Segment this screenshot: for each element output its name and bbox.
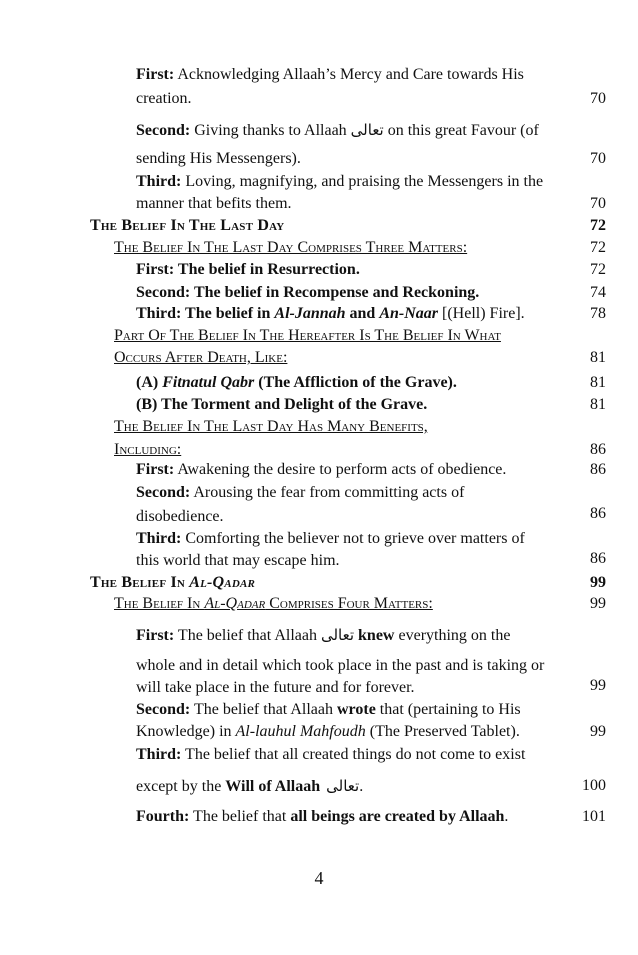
heading-term: Al-Qadar bbox=[204, 595, 266, 612]
heading-term: Al-Qadar bbox=[189, 574, 256, 591]
toc-entry-second-wrote bbox=[136, 701, 521, 719]
entry-label: First: bbox=[136, 66, 175, 83]
entry-text: except by the bbox=[136, 778, 226, 795]
entry-text: on this great Favour (of bbox=[383, 122, 539, 139]
page-folio: 4 bbox=[314, 868, 324, 888]
entry-label: First: bbox=[136, 627, 175, 644]
toc-entry-tablet bbox=[136, 723, 520, 741]
toc-entry-text: sending His Messengers). bbox=[136, 150, 301, 167]
entry-text: The belief that Allaah bbox=[190, 701, 337, 718]
entry-term: wrote bbox=[337, 701, 376, 718]
entry-label: Second: bbox=[136, 484, 191, 501]
toc-entry-second-thanks bbox=[136, 121, 539, 140]
page-number: 78 bbox=[590, 305, 606, 322]
page-number: 99 bbox=[590, 574, 606, 591]
subsection-heading: Including: bbox=[114, 441, 182, 458]
page-number: 99 bbox=[590, 677, 606, 694]
entry-term: knew bbox=[354, 627, 395, 644]
entry-text: Giving thanks to Allaah bbox=[190, 122, 351, 139]
toc-entry-fitnah bbox=[136, 374, 457, 392]
entry-label: Second: bbox=[136, 122, 191, 139]
entry-text: The belief that Allaah bbox=[174, 627, 321, 644]
page-number: 99 bbox=[590, 723, 606, 740]
page-number: 81 bbox=[590, 349, 606, 366]
heading-text: The Belief In bbox=[114, 595, 205, 612]
toc-entry: Second: The belief in Recompense and Reckoning. bbox=[136, 284, 480, 301]
page-number: 86 bbox=[590, 461, 606, 478]
page-number: 101 bbox=[582, 808, 606, 825]
subsection-heading: Occurs After Death, Like: bbox=[114, 349, 288, 366]
page-number: 86 bbox=[590, 550, 606, 567]
toc-entry-text: disobedience. bbox=[136, 508, 224, 525]
section-heading-qadar bbox=[90, 574, 255, 592]
page-number: 81 bbox=[590, 396, 606, 413]
page-number: 72 bbox=[590, 239, 606, 256]
entry-label: Third: bbox=[136, 173, 182, 190]
arabic-honorific: تعالى bbox=[350, 121, 384, 139]
subsection-heading: Part Of The Belief In The Hereafter Is The Belief In What bbox=[114, 327, 501, 344]
entry-text: . bbox=[504, 808, 509, 825]
heading-text: Comprises Four Matters: bbox=[265, 595, 433, 612]
entry-term: Fitnatul Qabr bbox=[162, 374, 255, 391]
page-number: 100 bbox=[582, 777, 606, 794]
subsection-heading-qadar bbox=[114, 595, 433, 613]
toc-entry-text: will take place in the future and for forever. bbox=[136, 679, 415, 696]
entry-text: Knowledge) in bbox=[136, 723, 236, 740]
entry-text: Comforting the believer not to grieve over matters of bbox=[181, 530, 525, 547]
entry-text: The belief that all created things do not come to exist bbox=[181, 746, 526, 763]
entry-label: Third: bbox=[136, 530, 182, 547]
toc-entry: First: The belief in Resurrection. bbox=[136, 261, 360, 278]
toc-entry-third-comfort bbox=[136, 530, 525, 548]
entry-term: Al-Jannah bbox=[274, 305, 346, 322]
arabic-honorific: تعالى bbox=[326, 777, 360, 795]
toc-entry-text: manner that befits them. bbox=[136, 195, 292, 212]
entry-term: Will of Allaah bbox=[225, 778, 321, 795]
entry-text: (The Affliction of the Grave). bbox=[254, 374, 457, 391]
page-number: 70 bbox=[590, 195, 606, 212]
entry-text: . bbox=[359, 778, 364, 795]
entry-text: and bbox=[345, 305, 380, 322]
entry-text: everything on the bbox=[394, 627, 511, 644]
toc-entry-first-obedience bbox=[136, 461, 506, 479]
entry-text: Arousing the fear from committing acts of bbox=[190, 484, 465, 501]
entry-term: all beings are created by Allaah bbox=[290, 808, 505, 825]
toc-entry-text: whole and in detail which took place in the past and is taking or bbox=[136, 657, 545, 674]
entry-term: Al-lauhul Mahfoudh bbox=[235, 723, 366, 740]
heading-text: The Belief In bbox=[90, 574, 190, 591]
entry-label: Third: bbox=[136, 746, 182, 763]
entry-text: Third: The belief in bbox=[136, 305, 275, 322]
toc-entry-first-knew bbox=[136, 626, 510, 645]
toc-entry-first-mercy bbox=[136, 66, 524, 84]
entry-text: Loving, magnifying, and praising the Messengers in the bbox=[181, 173, 544, 190]
page-number: 86 bbox=[590, 505, 606, 522]
entry-text: Awakening the desire to perform acts of obedience. bbox=[174, 461, 507, 478]
entry-text: [(Hell) Fire]. bbox=[438, 305, 525, 322]
subsection-heading: The Belief In The Last Day Has Many Benefits, bbox=[114, 418, 428, 435]
arabic-honorific: تعالى bbox=[320, 626, 355, 644]
page-number: 99 bbox=[590, 595, 606, 612]
page-number: 72 bbox=[590, 261, 606, 278]
toc-entry-third-jannah bbox=[136, 305, 525, 323]
entry-label: First: bbox=[136, 461, 175, 478]
entry-text: The belief that bbox=[189, 808, 291, 825]
page-number: 86 bbox=[590, 441, 606, 458]
entry-text: (A) bbox=[136, 374, 163, 391]
entry-term: An-Naar bbox=[379, 305, 439, 322]
toc-entry-third-loving bbox=[136, 173, 543, 191]
toc-entry-third-will bbox=[136, 746, 525, 764]
entry-text: (The Preserved Tablet). bbox=[365, 723, 520, 740]
entry-label: Second: bbox=[136, 701, 191, 718]
subsection-heading: The Belief In The Last Day Comprises Three Matters: bbox=[114, 239, 468, 256]
page-number: 70 bbox=[590, 90, 606, 107]
page-number: 74 bbox=[590, 284, 606, 301]
entry-text: that (pertaining to His bbox=[375, 701, 521, 718]
section-heading-last-day: The Belief In The Last Day bbox=[90, 217, 285, 234]
page-number: 81 bbox=[590, 374, 606, 391]
page-number: 70 bbox=[590, 150, 606, 167]
toc-entry-text: creation. bbox=[136, 90, 192, 107]
toc-entry-second-fear bbox=[136, 484, 464, 502]
toc-entry-text: this world that may escape him. bbox=[136, 552, 340, 569]
toc-entry: (B) The Torment and Delight of the Grave. bbox=[136, 396, 428, 413]
entry-text: Acknowledging Allaah’s Mercy and Care towards His bbox=[174, 66, 524, 83]
toc-entry-will bbox=[136, 777, 363, 796]
entry-label: Fourth: bbox=[136, 808, 190, 825]
toc-entry-fourth-created bbox=[136, 808, 508, 826]
page-number: 72 bbox=[590, 217, 606, 234]
